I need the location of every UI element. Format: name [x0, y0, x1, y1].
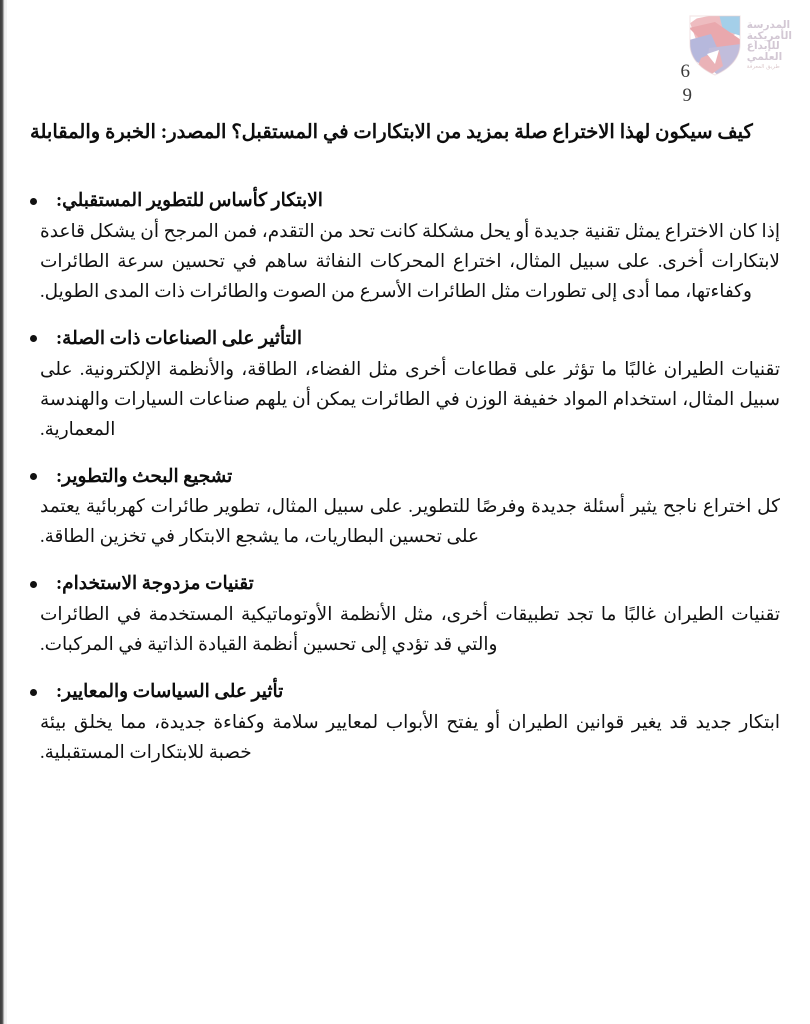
page-number-lower: 9: [682, 85, 692, 106]
logo-tagline: طريق المعرفة: [746, 63, 780, 70]
page-number-upper: 6: [680, 61, 690, 82]
section-heading-text: تشجيع البحث والتطوير:: [56, 466, 233, 487]
section-item: [22, 188, 790, 308]
section-item: [22, 679, 790, 769]
logo-wordmark-line-2: الأمريكية: [746, 29, 792, 42]
section-body: تقنيات الطيران غالبًا ما تجد تطبيقات أخرى، مثل الأنظمة الأوتوماتيكية المستخدمة في الطائرات والتي قد تؤدي إلى تحسين أنظمة القيادة الذاتية في المركبات.: [40, 604, 780, 655]
section-heading: [22, 679, 790, 707]
logo-wordmark-line-4: العلمي: [746, 51, 783, 64]
page-title: كيف سيكون لهذا الاختراع صلة بمزيد من الابتكارات في المستقبل؟ المصدر: الخبرة والمقابلة: [30, 122, 753, 143]
section-body: إذا كان الاختراع يمثل تقنية جديدة أو يحل مشكلة كانت تحد من التقدم، فمن المرجح أن يشكل قاعدة لابتكارات أخرى. على سبيل المثال، اختراع المحركات النفاثة ساهم في تحسين سرعة الطائرات وكفاءتها، مما أدى إلى تطورات مثل الطائرات الأسرع من الصوت والطائرات ذات المدى الطويل.: [40, 221, 780, 302]
section-body: كل اختراع ناجح يثير أسئلة جديدة وفرصًا للتطوير. على سبيل المثال، تطوير طائرات كهربائية يعتمد على تحسين البطاريات، ما يشجع الابتكار في تخزين الطاقة.: [40, 497, 780, 548]
title-body-spacer: [22, 162, 790, 188]
section-heading-text: تأثير على السياسات والمعايير:: [56, 681, 284, 702]
logo-wordmark: [747, 14, 792, 70]
bullet-icon: [30, 473, 37, 480]
bullet-icon: [30, 198, 37, 205]
logo-wordmark-line-3: للإبداع: [746, 40, 780, 53]
section-heading: [22, 464, 790, 492]
bullet-icon: [30, 335, 37, 342]
section-list: [22, 188, 790, 768]
section-body: ابتكار جديد قد يغير قوانين الطيران أو يفتح الأبواب لمعايير سلامة وكفاءة جديدة، مما يخلق بيئة خصبة للابتكارات المستقبلية.: [40, 712, 780, 763]
shield-icon: [689, 14, 741, 76]
document-content: [0, 118, 810, 787]
section-heading: [22, 326, 790, 354]
section-heading: [22, 571, 790, 599]
section-heading-text: التأثير على الصناعات ذات الصلة:: [56, 328, 302, 349]
section-body: تقنيات الطيران غالبًا ما تؤثر على قطاعات أخرى مثل الفضاء، الطاقة، والأنظمة الإلكترونية. على سبيل المثال، استخدام المواد خفيفة الوزن في الطائرات يمكن أن يلهم صناعات السيارات والهندسة المعمارية.: [40, 359, 780, 440]
section-heading-text: الابتكار كأساس للتطوير المستقبلي:: [56, 191, 323, 212]
bullet-icon: [30, 581, 37, 588]
section-item: [22, 571, 790, 661]
logo-wordmark-line-1: المدرسة: [746, 19, 791, 31]
section-item: [22, 326, 790, 446]
section-heading-text: تقنيات مزدوجة الاستخدام:: [56, 574, 254, 595]
section-item: [22, 464, 790, 554]
section-heading: [22, 188, 790, 216]
school-logo: [689, 14, 792, 76]
page-header: [0, 8, 810, 113]
bullet-icon: [30, 689, 37, 696]
